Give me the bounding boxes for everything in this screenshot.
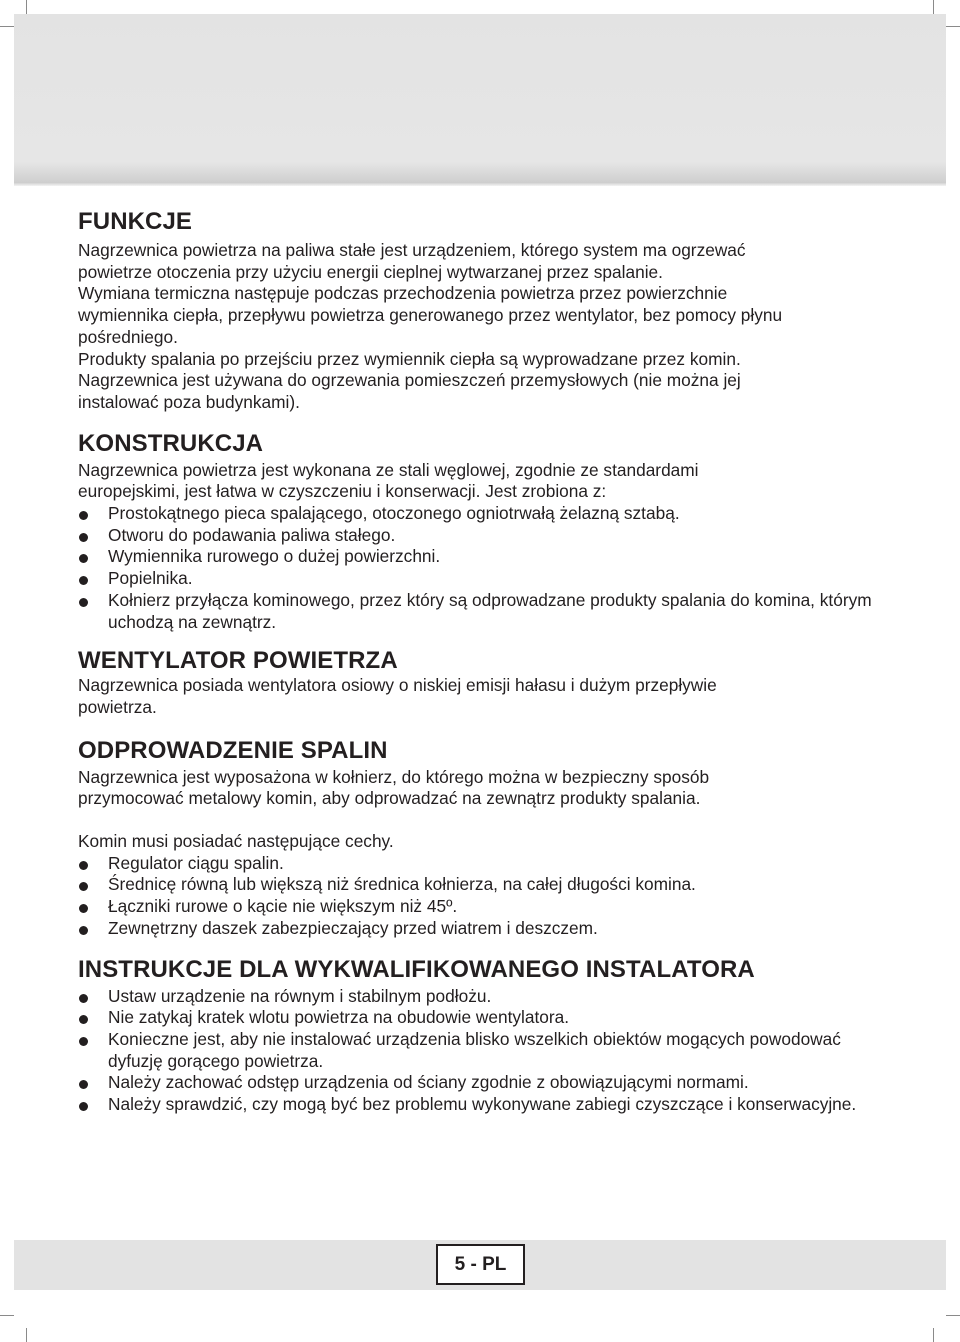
paragraph-line: pośredniego. xyxy=(78,326,178,347)
paragraph-line: Wymiana termiczna następuje podczas przechodzenia powietrza przez powierzchnie xyxy=(78,283,728,304)
crop-mark xyxy=(946,26,960,27)
paragraph-line: Nagrzewnica jest używana do ogrzewania pomieszczeń przemysłowych (nie można jej xyxy=(78,370,741,391)
bullet-item: Łączniki rurowe o kącie nie większym niż 45º. xyxy=(78,896,878,918)
list-intro: Komin musi posiadać następujące cechy. xyxy=(78,831,394,852)
paragraph-line: przymocować metalowy komin, aby odprowadzać na zewnątrz produkty spalania. xyxy=(78,788,701,809)
paragraph-line: Nagrzewnica posiada wentylatora osiowy o niskiej emisji hałasu i dużym przepływie xyxy=(78,675,717,696)
header-band xyxy=(14,14,946,182)
section-wentylator xyxy=(78,647,878,718)
bullet-item: Prostokątnego pieca spalającego, otoczonego ogniotrwałą żelazną sztabą. xyxy=(78,503,878,525)
bullet-item: Ustaw urządzenie na równym i stabilnym podłożu. xyxy=(78,986,878,1008)
bullet-list xyxy=(78,853,878,940)
paragraph-line: powietrza. xyxy=(78,696,157,717)
bullet-item: Regulator ciągu spalin. xyxy=(78,853,878,875)
section-heading: WENTYLATOR POWIETRZA xyxy=(78,647,398,675)
section-instrukcje xyxy=(78,956,878,1116)
bullet-item: Kołnierz przyłącza kominowego, przez który są odprowadzane produkty spalania do komina, którym uchodzą na zewnątrz. xyxy=(78,590,878,633)
crop-mark xyxy=(26,0,27,14)
crop-mark xyxy=(0,26,14,27)
bullet-item: Należy sprawdzić, czy mogą być bez problemu wykonywane zabiegi czyszczące i konserwacyjne. xyxy=(78,1094,878,1116)
paragraph-line: Produkty spalania po przejściu przez wymiennik ciepła są wyprowadzane przez komin. xyxy=(78,348,741,369)
bullet-item: Popielnika. xyxy=(78,568,878,590)
bullet-item: Wymiennika rurowego o dużej powierzchni. xyxy=(78,546,878,568)
bullet-item: Nie zatykaj kratek wlotu powietrza na obudowie wentylatora. xyxy=(78,1007,878,1029)
section-heading: INSTRUKCJE DLA WYKWALIFIKOWANEGO INSTALATORA xyxy=(78,955,755,983)
section-heading: ODPROWADZENIE SPALIN xyxy=(78,736,388,764)
bullet-list xyxy=(78,986,878,1116)
crop-mark xyxy=(26,1328,27,1342)
paragraph-line: Nagrzewnica powietrza na paliwa stałe jest urządzeniem, którego system ma ogrzewać xyxy=(78,240,746,260)
document-body xyxy=(78,208,878,1116)
bullet-item: Konieczne jest, aby nie instalować urządzenia blisko wszelkich obiektów mogących powodować dyfuzję gorącego powietrza. xyxy=(78,1029,878,1072)
section-heading: KONSTRUKCJA xyxy=(78,429,264,457)
crop-mark xyxy=(946,1315,960,1316)
paragraph-line: wymiennika ciepła, przepływu powietrza generowanego przez wentylator, bez pomocy płynu xyxy=(78,305,783,326)
section-heading: FUNKCJE xyxy=(78,208,193,235)
section-funkcje xyxy=(78,208,878,414)
paragraph-line: powietrze otoczenia przy użyciu energii cieplnej wytwarzanej przez spalanie. xyxy=(78,261,663,282)
bullet-item: Należy zachować odstęp urządzenia od ściany zgodnie z obowiązującymi normami. xyxy=(78,1072,878,1094)
bullet-item: Otworu do podawania paliwa stałego. xyxy=(78,525,878,547)
section-konstrukcja xyxy=(78,430,878,634)
bullet-item: Zewnętrzny daszek zabezpieczający przed wiatrem i deszczem. xyxy=(78,918,878,940)
paragraph-line: instalować poza budynkami). xyxy=(78,391,300,412)
bullet-list xyxy=(78,503,878,633)
bullet-item: Średnicę równą lub większą niż średnica kołnierza, na całej długości komina. xyxy=(78,874,878,896)
crop-mark xyxy=(933,1328,934,1342)
crop-mark xyxy=(0,1315,14,1316)
paragraph-gap xyxy=(78,810,878,831)
page-number: 5 - PL xyxy=(436,1244,525,1285)
paragraph-line: Nagrzewnica powietrza jest wykonana ze stali węglowej, zgodnie ze standardami xyxy=(78,459,699,480)
paragraph-line: europejskimi, jest łatwa w czyszczeniu i konserwacji. Jest zrobiona z: xyxy=(78,481,607,502)
paragraph-line: Nagrzewnica jest wyposażona w kołnierz, do którego można w bezpieczny sposób xyxy=(78,766,710,787)
crop-mark xyxy=(933,0,934,14)
section-odprowadzenie xyxy=(78,737,878,940)
